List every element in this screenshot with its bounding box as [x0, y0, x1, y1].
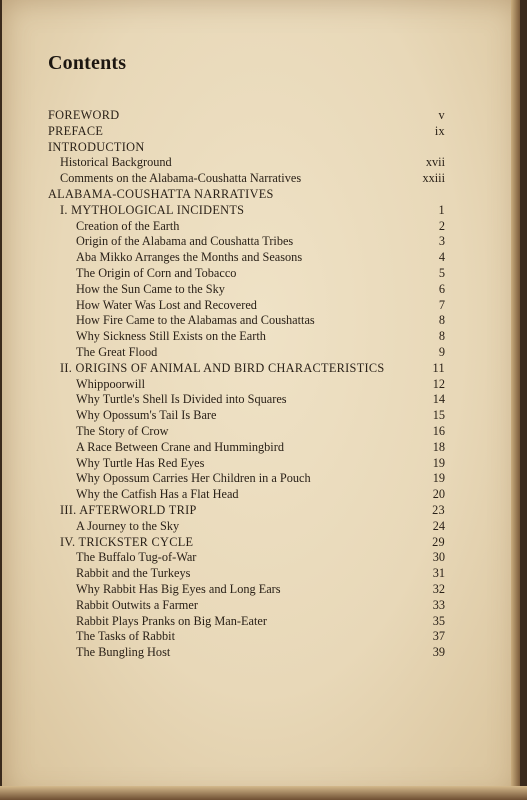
toc-entry — [48, 519, 445, 535]
toc-entry-page: 16 — [432, 423, 445, 438]
toc-entry — [48, 298, 445, 314]
toc-section — [48, 535, 445, 551]
toc-entry-page: 8 — [438, 329, 445, 344]
toc-entry-page: 4 — [438, 250, 445, 265]
toc-entry-title: The Origin of Corn and Tobacco — [76, 265, 237, 280]
toc-entry-title: The Bungling Host — [76, 645, 171, 660]
toc-section — [48, 503, 445, 519]
toc-entry-title: A Race Between Crane and Hummingbird — [76, 439, 284, 454]
toc-entry-page: 14 — [432, 392, 445, 407]
toc-entry-title: ALABAMA-COUSHATTA NARRATIVES — [48, 186, 274, 201]
toc-entry-page: 15 — [432, 408, 445, 423]
toc-entry-title: PREFACE — [48, 123, 104, 138]
toc-entry — [48, 219, 445, 235]
toc-entry-title: Comments on the Alabama-Coushatta Narratives — [60, 171, 302, 186]
toc-entry — [48, 440, 445, 456]
toc-entry — [48, 108, 445, 124]
toc-section-title: IV. TRICKSTER CYCLE — [60, 534, 194, 549]
toc-entry-page: 30 — [432, 550, 445, 565]
toc-entry — [48, 329, 445, 345]
toc-entry-title: The Story of Crow — [76, 423, 169, 438]
toc-entry — [48, 124, 445, 140]
toc-entry-title: Whippoorwill — [76, 376, 145, 391]
toc-entry-title: Why Opossum Carries Her Children in a Pouch — [76, 471, 311, 486]
toc-entry-page: 1 — [438, 202, 445, 217]
toc-entry-page: 12 — [432, 376, 445, 391]
toc-entry-page: 20 — [432, 487, 445, 502]
toc-entry-title: Rabbit Outwits a Farmer — [76, 597, 198, 612]
toc-entry-title: How the Sun Came to the Sky — [76, 281, 225, 296]
toc-entry — [48, 408, 445, 424]
toc-entry-page: 9 — [438, 344, 445, 359]
toc-entry-page: 31 — [432, 566, 445, 581]
page-edge-right — [511, 0, 520, 800]
toc-section-title: III. AFTERWORLD TRIP — [60, 502, 197, 517]
toc-entry — [48, 614, 445, 630]
toc-section — [48, 203, 445, 219]
toc-entry-page: 32 — [432, 581, 445, 596]
toc-entry — [48, 377, 445, 393]
toc-entry-page: 23 — [432, 502, 445, 517]
toc-entry — [48, 487, 445, 503]
toc-entry-title: How Water Was Lost and Recovered — [76, 297, 257, 312]
toc-entry — [48, 471, 445, 487]
toc-entry-page: xvii — [425, 155, 445, 170]
toc-entry-title: Origin of the Alabama and Coushatta Tribes — [76, 234, 294, 249]
page-title: Contents — [48, 52, 127, 74]
toc-entry-title: FOREWORD — [48, 108, 120, 122]
toc-entry — [48, 424, 445, 440]
toc-entry — [48, 234, 445, 250]
toc-entry-page: 2 — [438, 218, 445, 233]
toc-entry — [48, 171, 445, 187]
toc-entry-title: A Journey to the Sky — [76, 518, 180, 533]
toc-entry-page: 11 — [432, 360, 445, 375]
toc-entry — [48, 155, 445, 171]
page-edge-bottom — [0, 786, 527, 800]
toc-entry-page: 35 — [432, 613, 445, 628]
toc-section — [48, 361, 445, 377]
toc-entry-page: v — [438, 108, 445, 122]
toc-entry-title: Why Opossum's Tail Is Bare — [76, 408, 217, 423]
toc-entry — [48, 392, 445, 408]
toc-entry — [48, 582, 445, 598]
toc-entry-page: 37 — [432, 629, 445, 644]
toc-entry — [48, 456, 445, 472]
toc-entry-page: 19 — [432, 455, 445, 470]
toc-entry — [48, 282, 445, 298]
toc-entry-page: 24 — [432, 518, 445, 533]
toc-entry-title: Creation of the Earth — [76, 218, 180, 233]
toc-entry-title: The Great Flood — [76, 344, 158, 359]
toc-entry-page: 18 — [432, 439, 445, 454]
toc-entry — [48, 250, 445, 266]
toc-entry-page: 3 — [438, 234, 445, 249]
toc-entry-title: The Tasks of Rabbit — [76, 629, 175, 644]
toc-entry-title: INTRODUCTION — [48, 139, 145, 154]
toc-entry — [48, 550, 445, 566]
toc-entry-title: Why the Catfish Has a Flat Head — [76, 487, 239, 502]
toc-entry — [48, 566, 445, 582]
toc-entry — [48, 345, 445, 361]
toc-entry-page: 7 — [438, 297, 445, 312]
toc-entry-page: 39 — [432, 645, 445, 660]
toc-entry — [48, 266, 445, 282]
toc-entry-title: Why Turtle's Shell Is Divided into Squares — [76, 392, 287, 407]
toc-entry-page: 5 — [438, 265, 445, 280]
toc-entry-page: ix — [434, 123, 445, 138]
toc-entry-title: Why Rabbit Has Big Eyes and Long Ears — [76, 581, 281, 596]
toc-entry-title: How Fire Came to the Alabamas and Coushattas — [76, 313, 315, 328]
toc-entry-page: 6 — [438, 281, 445, 296]
toc-section-title: II. ORIGINS OF ANIMAL AND BIRD CHARACTERISTICS — [60, 360, 385, 375]
toc-entry-title: Why Sickness Still Exists on the Earth — [76, 329, 266, 344]
toc-section-title: I. MYTHOLOGICAL INCIDENTS — [60, 202, 245, 217]
toc-entry — [48, 645, 445, 661]
table-of-contents — [48, 108, 445, 661]
toc-entry-title: The Buffalo Tug-of-War — [76, 550, 197, 565]
toc-entry-title: Historical Background — [60, 155, 172, 170]
book-page — [2, 0, 520, 800]
toc-entry-title: Rabbit and the Turkeys — [76, 566, 191, 581]
toc-entry-title: Why Turtle Has Red Eyes — [76, 455, 205, 470]
toc-entry — [48, 313, 445, 329]
toc-entry-title: Rabbit Plays Pranks on Big Man-Eater — [76, 613, 267, 628]
toc-entry — [48, 140, 445, 156]
toc-entry-title: Aba Mikko Arranges the Months and Seasons — [76, 250, 303, 265]
toc-entry-page: 29 — [432, 534, 445, 549]
toc-entry — [48, 187, 445, 203]
toc-entry-page: 19 — [432, 471, 445, 486]
toc-entry-page: 33 — [432, 597, 445, 612]
toc-entry-page: 8 — [438, 313, 445, 328]
toc-entry-page: xxiii — [422, 171, 445, 186]
toc-entry — [48, 598, 445, 614]
toc-entry — [48, 629, 445, 645]
